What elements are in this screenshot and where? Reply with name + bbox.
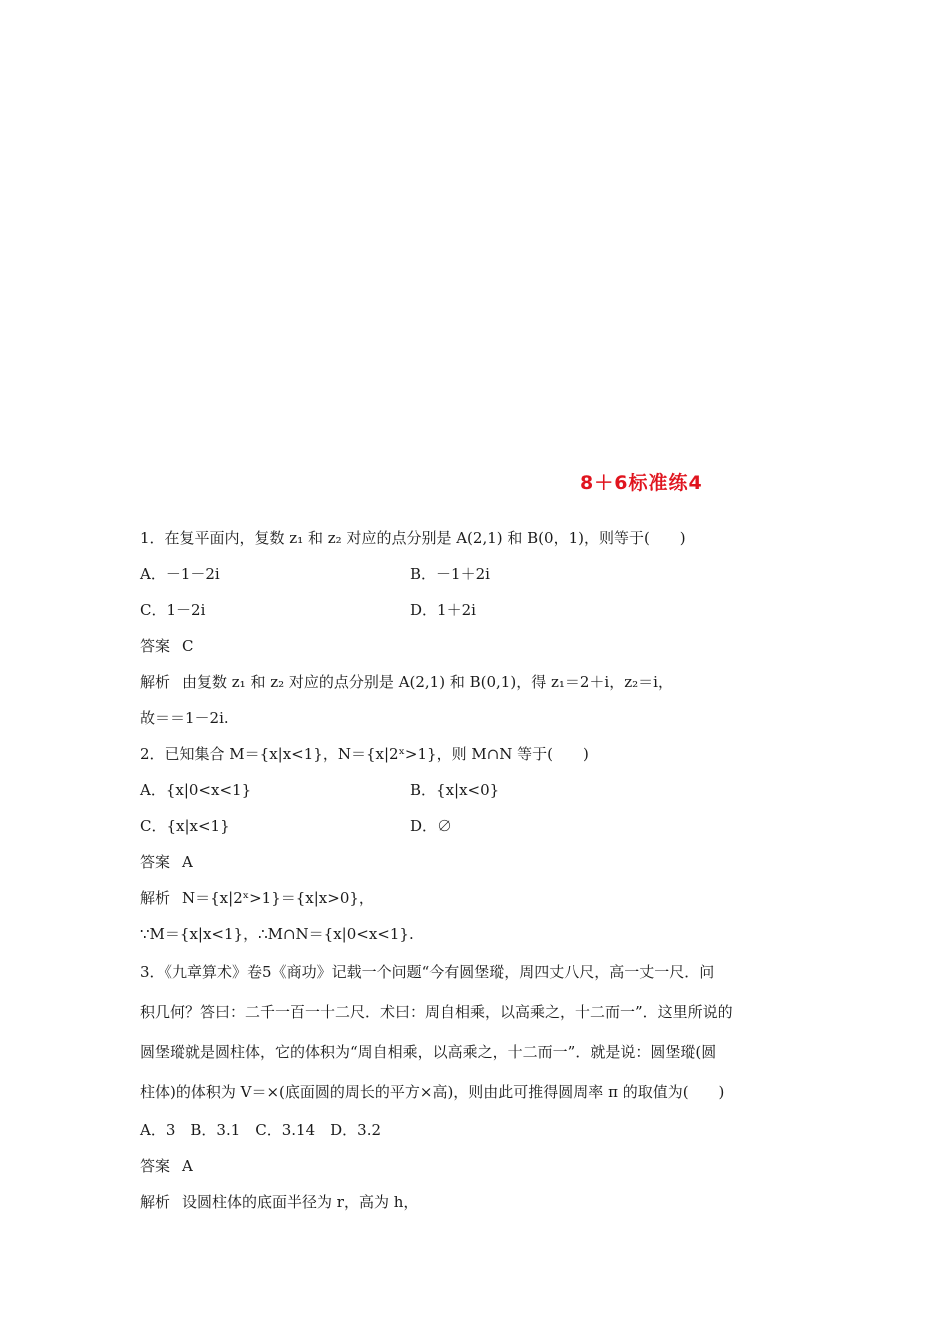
analysis-text: 由复数 z₁ 和 z₂ 对应的点分别是 A(2,1) 和 B(0,1)，得 z₁＝2＋i，z₂＝i， — [182, 673, 673, 691]
answer-value: A — [182, 853, 193, 871]
q2-option-d: D．∅ — [410, 817, 453, 835]
answer-value: A — [182, 1157, 193, 1175]
q3-options: A．3 B．3.1 C．3.14 D．3.2 — [140, 1121, 382, 1139]
page-title: 8＋6标准练4 — [580, 472, 703, 494]
q2-stem: 2．已知集合 M＝{x|x<1}，N＝{x|2ˣ>1}，则 M∩N 等于( ) — [140, 745, 589, 763]
q1-stem: 1．在复平面内，复数 z₁ 和 z₂ 对应的点分别是 A(2,1) 和 B(0，1)，则等于( ) — [140, 529, 686, 547]
answer-value: C — [182, 637, 194, 655]
q1-analysis-cont: 故＝＝1－2i. — [140, 709, 229, 727]
analysis-text: N＝{x|2ˣ>1}＝{x|x>0}， — [182, 889, 374, 907]
q1-option-a: A．－1－2i — [140, 565, 220, 583]
q3-answer — [140, 1156, 193, 1176]
q2-option-b: B．{x|x<0} — [410, 781, 500, 799]
q3-analysis — [140, 1192, 418, 1212]
analysis-text: 设圆柱体的底面半径为 r，高为 h， — [182, 1193, 419, 1211]
q1-option-c: C．1－2i — [140, 601, 206, 619]
q3-stem-line-3: 圆堡瑽就是圆柱体，它的体积为“周自相乘，以高乘之，十二而一”．就是说：圆堡瑽(圆 — [140, 1043, 717, 1061]
q2-option-c: C．{x|x<1} — [140, 817, 230, 835]
answer-label: 答案 — [140, 853, 171, 871]
q1-answer — [140, 636, 194, 656]
q1-option-b: B．－1＋2i — [410, 565, 490, 583]
q1-analysis — [140, 672, 673, 692]
q3-stem-line-1: 3．《九章算术》卷5《商功》记载一个问题“今有圆堡瑽，周四丈八尺，高一丈一尺．问 — [140, 963, 715, 981]
analysis-label: 解析 — [140, 673, 171, 691]
q3-stem-line-2: 积几何？答曰：二千一百一十二尺．术曰：周自相乘，以高乘之，十二而一”．这里所说的 — [140, 1003, 733, 1021]
q2-analysis-cont: ∵M＝{x|x<1}，∴M∩N＝{x|0<x<1}. — [140, 925, 414, 943]
q2-analysis — [140, 888, 374, 908]
answer-label: 答案 — [140, 637, 171, 655]
answer-label: 答案 — [140, 1157, 171, 1175]
q2-answer — [140, 852, 193, 872]
q1-option-d: D．1＋2i — [410, 601, 476, 619]
q3-stem-line-4: 柱体)的体积为 V＝×(底面圆的周长的平方×高)，则由此可推得圆周率 π 的取值为( ) — [140, 1083, 725, 1101]
analysis-label: 解析 — [140, 1193, 171, 1211]
analysis-label: 解析 — [140, 889, 171, 907]
q2-option-a: A．{x|0<x<1} — [140, 781, 252, 799]
